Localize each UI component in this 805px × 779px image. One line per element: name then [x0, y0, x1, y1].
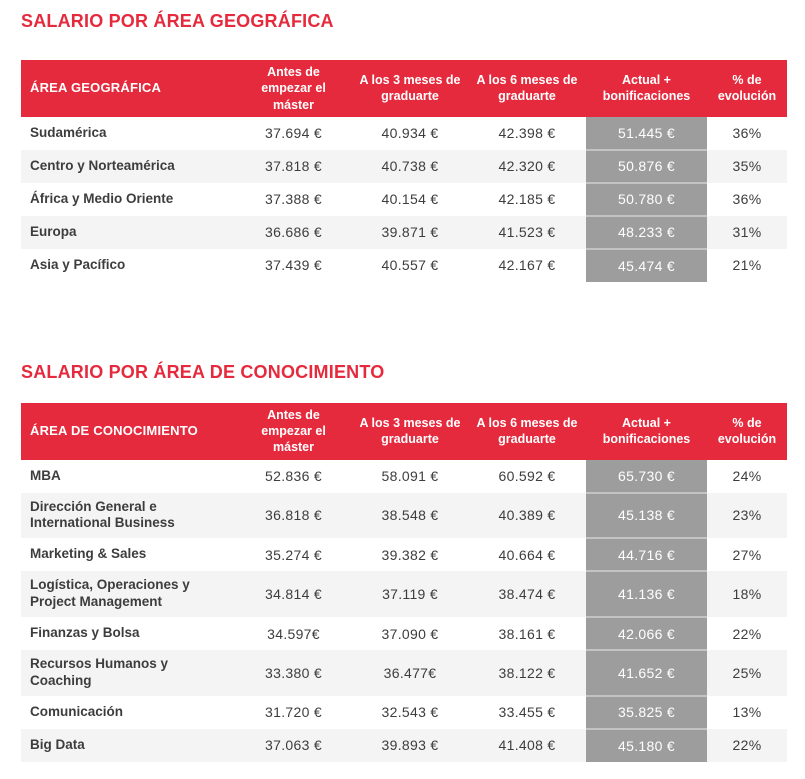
evolution-percent-cell: 36% [732, 125, 762, 142]
salary-6-months-cell: 41.523 € [498, 224, 556, 241]
section-salario-area-conocimiento [21, 282, 787, 762]
evolution-percent-cell: 27% [732, 546, 762, 563]
salary-before-cell: 34.814 € [265, 586, 322, 603]
salary-6-months-cell: 42.185 € [498, 191, 556, 208]
evolution-percent-cell: 18% [732, 586, 762, 603]
salary-before-cell: 33.380 € [265, 664, 322, 681]
row-label: Logística, Operaciones y Project Management [30, 577, 190, 610]
salary-6-months-cell: 38.122 € [498, 664, 556, 681]
salary-6-months-cell: 38.161 € [498, 625, 556, 642]
column-header-3-meses: A los 3 meses de graduarte [352, 60, 468, 117]
row-label: Asia y Pacífico [30, 256, 126, 272]
salary-3-months-cell: 37.119 € [382, 586, 438, 603]
evolution-percent-cell: 22% [732, 737, 762, 754]
header-row [21, 60, 787, 117]
salary-actual-cell: 42.066 € [586, 617, 707, 650]
header-row [21, 403, 787, 460]
table-row [21, 696, 787, 729]
row-label: Comunicación [30, 703, 124, 719]
salary-3-months-cell: 40.934 € [381, 125, 439, 142]
salary-before-cell: 52.836 € [265, 468, 322, 484]
evolution-percent-cell: 25% [732, 664, 762, 681]
salary-6-months-cell: 41.408 € [498, 737, 556, 754]
salary-before-cell: 37.818 € [265, 158, 322, 175]
row-label: Dirección General e International Business [30, 498, 175, 531]
salary-actual-cell: 35.825 € [586, 696, 707, 729]
column-header-antes: Antes de empezar el máster [235, 403, 352, 460]
salary-3-months-cell: 32.543 € [381, 704, 439, 721]
row-label: África y Medio Oriente [30, 190, 174, 206]
salary-3-months-cell: 58.091 € [381, 468, 439, 484]
salary-6-months-cell: 33.455 € [498, 704, 556, 721]
evolution-percent-cell: 35% [732, 158, 762, 175]
salary-3-months-cell: 36.477€ [383, 664, 437, 681]
section-title-conocimiento: SALARIO POR ÁREA DE CONOCIMIENTO [21, 361, 385, 382]
salary-before-cell: 36.818 € [265, 507, 322, 524]
salary-3-months-cell: 39.871 € [381, 224, 439, 241]
section-title-geografica: SALARIO POR ÁREA GEOGRÁFICA [21, 11, 334, 31]
salary-3-months-cell: 38.548 € [381, 507, 439, 524]
salary-3-months-cell: 40.154 € [381, 191, 439, 208]
column-header-actual-bonificaciones: Actual + bonificaciones [586, 60, 707, 117]
column-header-area-geografica: ÁREA GEOGRÁFICA [21, 60, 235, 117]
table-row [21, 650, 787, 696]
salary-before-cell: 37.388 € [265, 191, 322, 208]
table-row [21, 538, 787, 571]
salary-6-months-cell: 42.167 € [498, 257, 556, 274]
salary-3-months-cell: 39.382 € [381, 546, 439, 563]
row-label: MBA [30, 467, 61, 483]
column-header-antes: Antes de empezar el máster [235, 60, 352, 117]
salary-actual-cell: 48.233 € [586, 216, 707, 249]
salary-6-months-cell: 40.389 € [498, 507, 556, 524]
salary-before-cell: 31.720 € [265, 704, 322, 721]
salary-3-months-cell: 40.557 € [381, 257, 439, 274]
salary-actual-cell: 44.716 € [586, 538, 707, 571]
salary-actual-cell: 51.445 € [586, 117, 707, 150]
salary-6-months-cell: 42.320 € [498, 158, 556, 175]
table-row [21, 216, 787, 249]
table-row [21, 249, 787, 282]
salary-6-months-cell: 40.664 € [498, 546, 556, 563]
section-salario-area-geografica [21, 0, 787, 282]
table-row [21, 571, 787, 617]
table-row [21, 460, 787, 493]
salary-table-geografica [21, 60, 787, 282]
column-header-actual-bonificaciones: Actual + bonificaciones [586, 403, 707, 460]
table-header [21, 403, 787, 460]
evolution-percent-cell: 36% [732, 191, 762, 208]
salary-actual-cell: 45.180 € [586, 729, 707, 762]
salary-6-months-cell: 42.398 € [498, 125, 556, 142]
row-label: Centro y Norteamérica [30, 157, 175, 173]
table-row [21, 493, 787, 539]
row-label: Sudamérica [30, 124, 107, 140]
evolution-percent-cell: 21% [732, 257, 762, 274]
evolution-percent-cell: 24% [732, 468, 762, 484]
column-header-area-conocimiento: ÁREA DE CONOCIMIENTO [21, 403, 235, 460]
salary-before-cell: 35.274 € [265, 546, 322, 563]
table-row [21, 183, 787, 216]
evolution-percent-cell: 23% [732, 507, 762, 524]
salary-6-months-cell: 38.474 € [498, 586, 556, 603]
table-row [21, 729, 787, 762]
evolution-percent-cell: 22% [732, 625, 762, 642]
salary-actual-cell: 41.136 € [586, 571, 707, 617]
salary-table-conocimiento [21, 403, 787, 762]
table-row [21, 117, 787, 150]
salary-before-cell: 37.694 € [265, 125, 322, 142]
salary-actual-cell: 45.474 € [586, 249, 707, 282]
salary-3-months-cell: 37.090 € [381, 625, 439, 642]
salary-before-cell: 37.063 € [265, 737, 322, 754]
row-label: Europa [30, 223, 77, 239]
column-header-evolucion: % de evolución [707, 403, 787, 460]
table-row [21, 150, 787, 183]
salary-actual-cell: 50.780 € [586, 183, 707, 216]
table-row [21, 617, 787, 650]
salary-before-cell: 37.439 € [265, 257, 322, 274]
salary-actual-cell: 45.138 € [586, 493, 707, 539]
column-header-evolucion: % de evolución [707, 60, 787, 117]
row-label: Big Data [30, 736, 85, 752]
salary-3-months-cell: 40.738 € [381, 158, 439, 175]
row-label: Marketing & Sales [30, 546, 147, 562]
table-body [21, 117, 787, 282]
salary-actual-cell: 65.730 € [586, 460, 707, 493]
column-header-3-meses: A los 3 meses de graduarte [352, 403, 468, 460]
row-label: Finanzas y Bolsa [30, 625, 140, 641]
salary-actual-cell: 41.652 € [586, 650, 707, 696]
column-header-6-meses: A los 6 meses de graduarte [468, 60, 586, 117]
salary-actual-cell: 50.876 € [586, 150, 707, 183]
table-body [21, 460, 787, 762]
evolution-percent-cell: 13% [732, 704, 762, 721]
salary-3-months-cell: 39.893 € [381, 737, 439, 754]
evolution-percent-cell: 31% [732, 224, 762, 241]
salary-6-months-cell: 60.592 € [498, 468, 556, 484]
salary-before-cell: 34.597€ [267, 625, 320, 642]
row-label: Recursos Humanos y Coaching [30, 656, 169, 688]
table-header [21, 60, 787, 117]
salary-before-cell: 36.686 € [265, 224, 322, 241]
column-header-6-meses: A los 6 meses de graduarte [468, 403, 586, 460]
